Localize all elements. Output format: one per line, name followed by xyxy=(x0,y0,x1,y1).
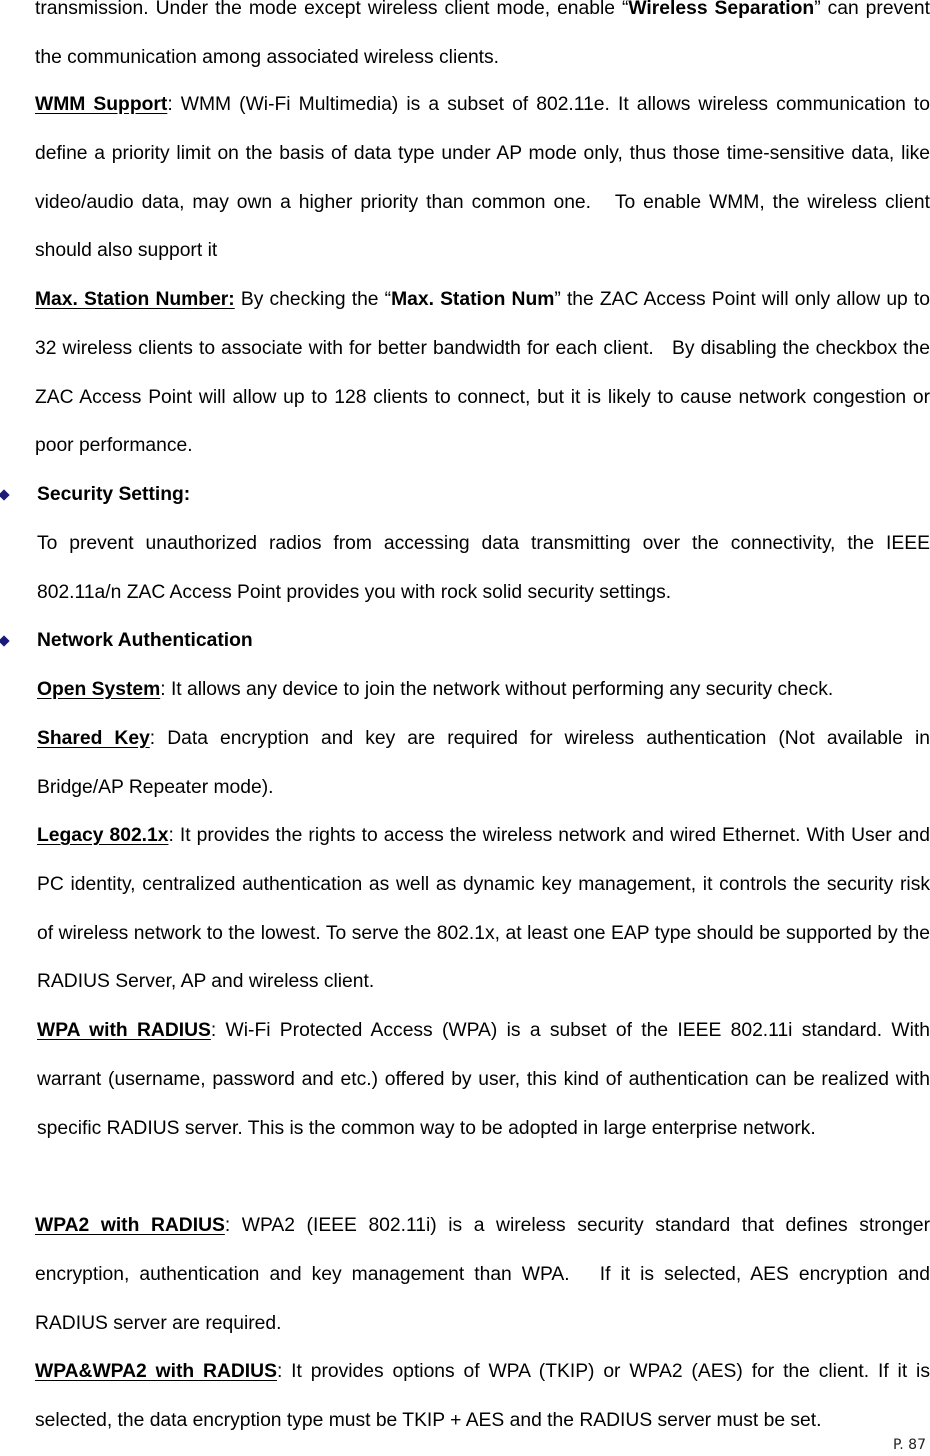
wireless-separation-text-1: transmission. Under the mode except wireless client mode, enable “ xyxy=(35,0,629,19)
max-station-paragraph xyxy=(35,276,930,471)
wmm-support-text: : WMM (Wi-Fi Multimedia) is a subset of 802.11e. It allows wireless communication to define a priority limit on the basis of data type under AP mode only, thus those time-sensitive data, like video/audio data, may own a higher priority than common one. To enable WMM, the wireless client should also support it xyxy=(35,94,930,262)
diamond-bullet-icon xyxy=(0,489,10,500)
wpa-radius-term: WPA with RADIUS xyxy=(37,1020,211,1041)
max-station-text-1: By checking the “ xyxy=(234,289,392,310)
wmm-support-paragraph xyxy=(35,81,930,276)
network-authentication-heading-text: Network Authentication xyxy=(37,630,253,651)
diamond-bullet-icon xyxy=(0,635,10,646)
wpa-wpa2-radius-paragraph xyxy=(35,1348,930,1446)
max-station-num-term: Max. Station Num xyxy=(391,289,555,310)
legacy-8021x-term: Legacy 802.1x xyxy=(37,825,169,846)
wpa-wpa2-radius-term: WPA&WPA2 with RADIUS xyxy=(35,1361,277,1382)
security-setting-text: To prevent unauthorized radios from accessing data transmitting over the connectivity, the IEEE 802.11a/n ZAC Access Point provides you with rock solid security settings. xyxy=(37,533,930,603)
open-system-term: Open System xyxy=(37,679,161,700)
legacy-8021x-paragraph xyxy=(37,812,930,1007)
wmm-support-term: WMM Support xyxy=(35,94,168,115)
security-setting-heading-text: Security Setting: xyxy=(37,484,191,505)
wpa-radius-text: : Wi-Fi Protected Access (WPA) is a subset of the IEEE 802.11i standard. With warrant (username, password and etc.) offered by user, this kind of authentication can be realized with specific RADIUS server. This is the common way to be adopted in large enterprise network. xyxy=(37,1020,930,1139)
wpa-wpa2-radius-text: : It provides options of WPA (TKIP) or WPA2 (AES) for the client. If it is selected, the data encryption type must be TKIP + AES and the RADIUS server must be set. xyxy=(35,1361,930,1431)
wireless-separation-paragraph xyxy=(35,0,930,83)
security-setting-heading xyxy=(37,471,930,520)
network-authentication-heading xyxy=(37,617,930,666)
shared-key-paragraph xyxy=(37,715,930,813)
open-system-paragraph xyxy=(37,666,930,715)
open-system-text: : It allows any device to join the network without performing any security check. xyxy=(160,679,834,700)
wpa2-radius-text: : WPA2 (IEEE 802.11i) is a wireless security standard that defines stronger encryption, authentication and key management than WPA. If it is selected, AES encryption and RADIUS server are required. xyxy=(35,1215,930,1334)
legacy-8021x-text: : It provides the rights to access the wireless network and wired Ethernet. With User and PC identity, centralized authentication as well as dynamic key management, it controls the security risk of wireless network to the lowest. To serve the 802.1x, at least one EAP type should be supported by the RADIUS Server, AP and wireless client. xyxy=(37,825,930,993)
wireless-separation-text-2: ” can prevent the communication among associated wireless clients. xyxy=(35,0,930,68)
page-number: P. 87 xyxy=(893,1437,926,1453)
wpa2-radius-paragraph xyxy=(35,1202,930,1348)
shared-key-term: Shared Key xyxy=(37,728,150,749)
max-station-term: Max. Station Number: xyxy=(35,289,235,310)
security-setting-paragraph xyxy=(37,520,930,618)
wireless-separation-term: Wireless Separation xyxy=(628,0,815,19)
wpa2-radius-term: WPA2 with RADIUS xyxy=(35,1215,225,1236)
max-station-text-2: ” the ZAC Access Point will only allow up to 32 wireless clients to associate with for better bandwidth for each client. By disabling the checkbox the ZAC Access Point will allow up to 128 clients to connect, but it is likely to cause network congestion or poor performance. xyxy=(35,289,930,457)
shared-key-text: : Data encryption and key are required for wireless authentication (Not available in Bridge/AP Repeater mode). xyxy=(37,728,930,798)
wpa-radius-paragraph xyxy=(37,1007,930,1153)
